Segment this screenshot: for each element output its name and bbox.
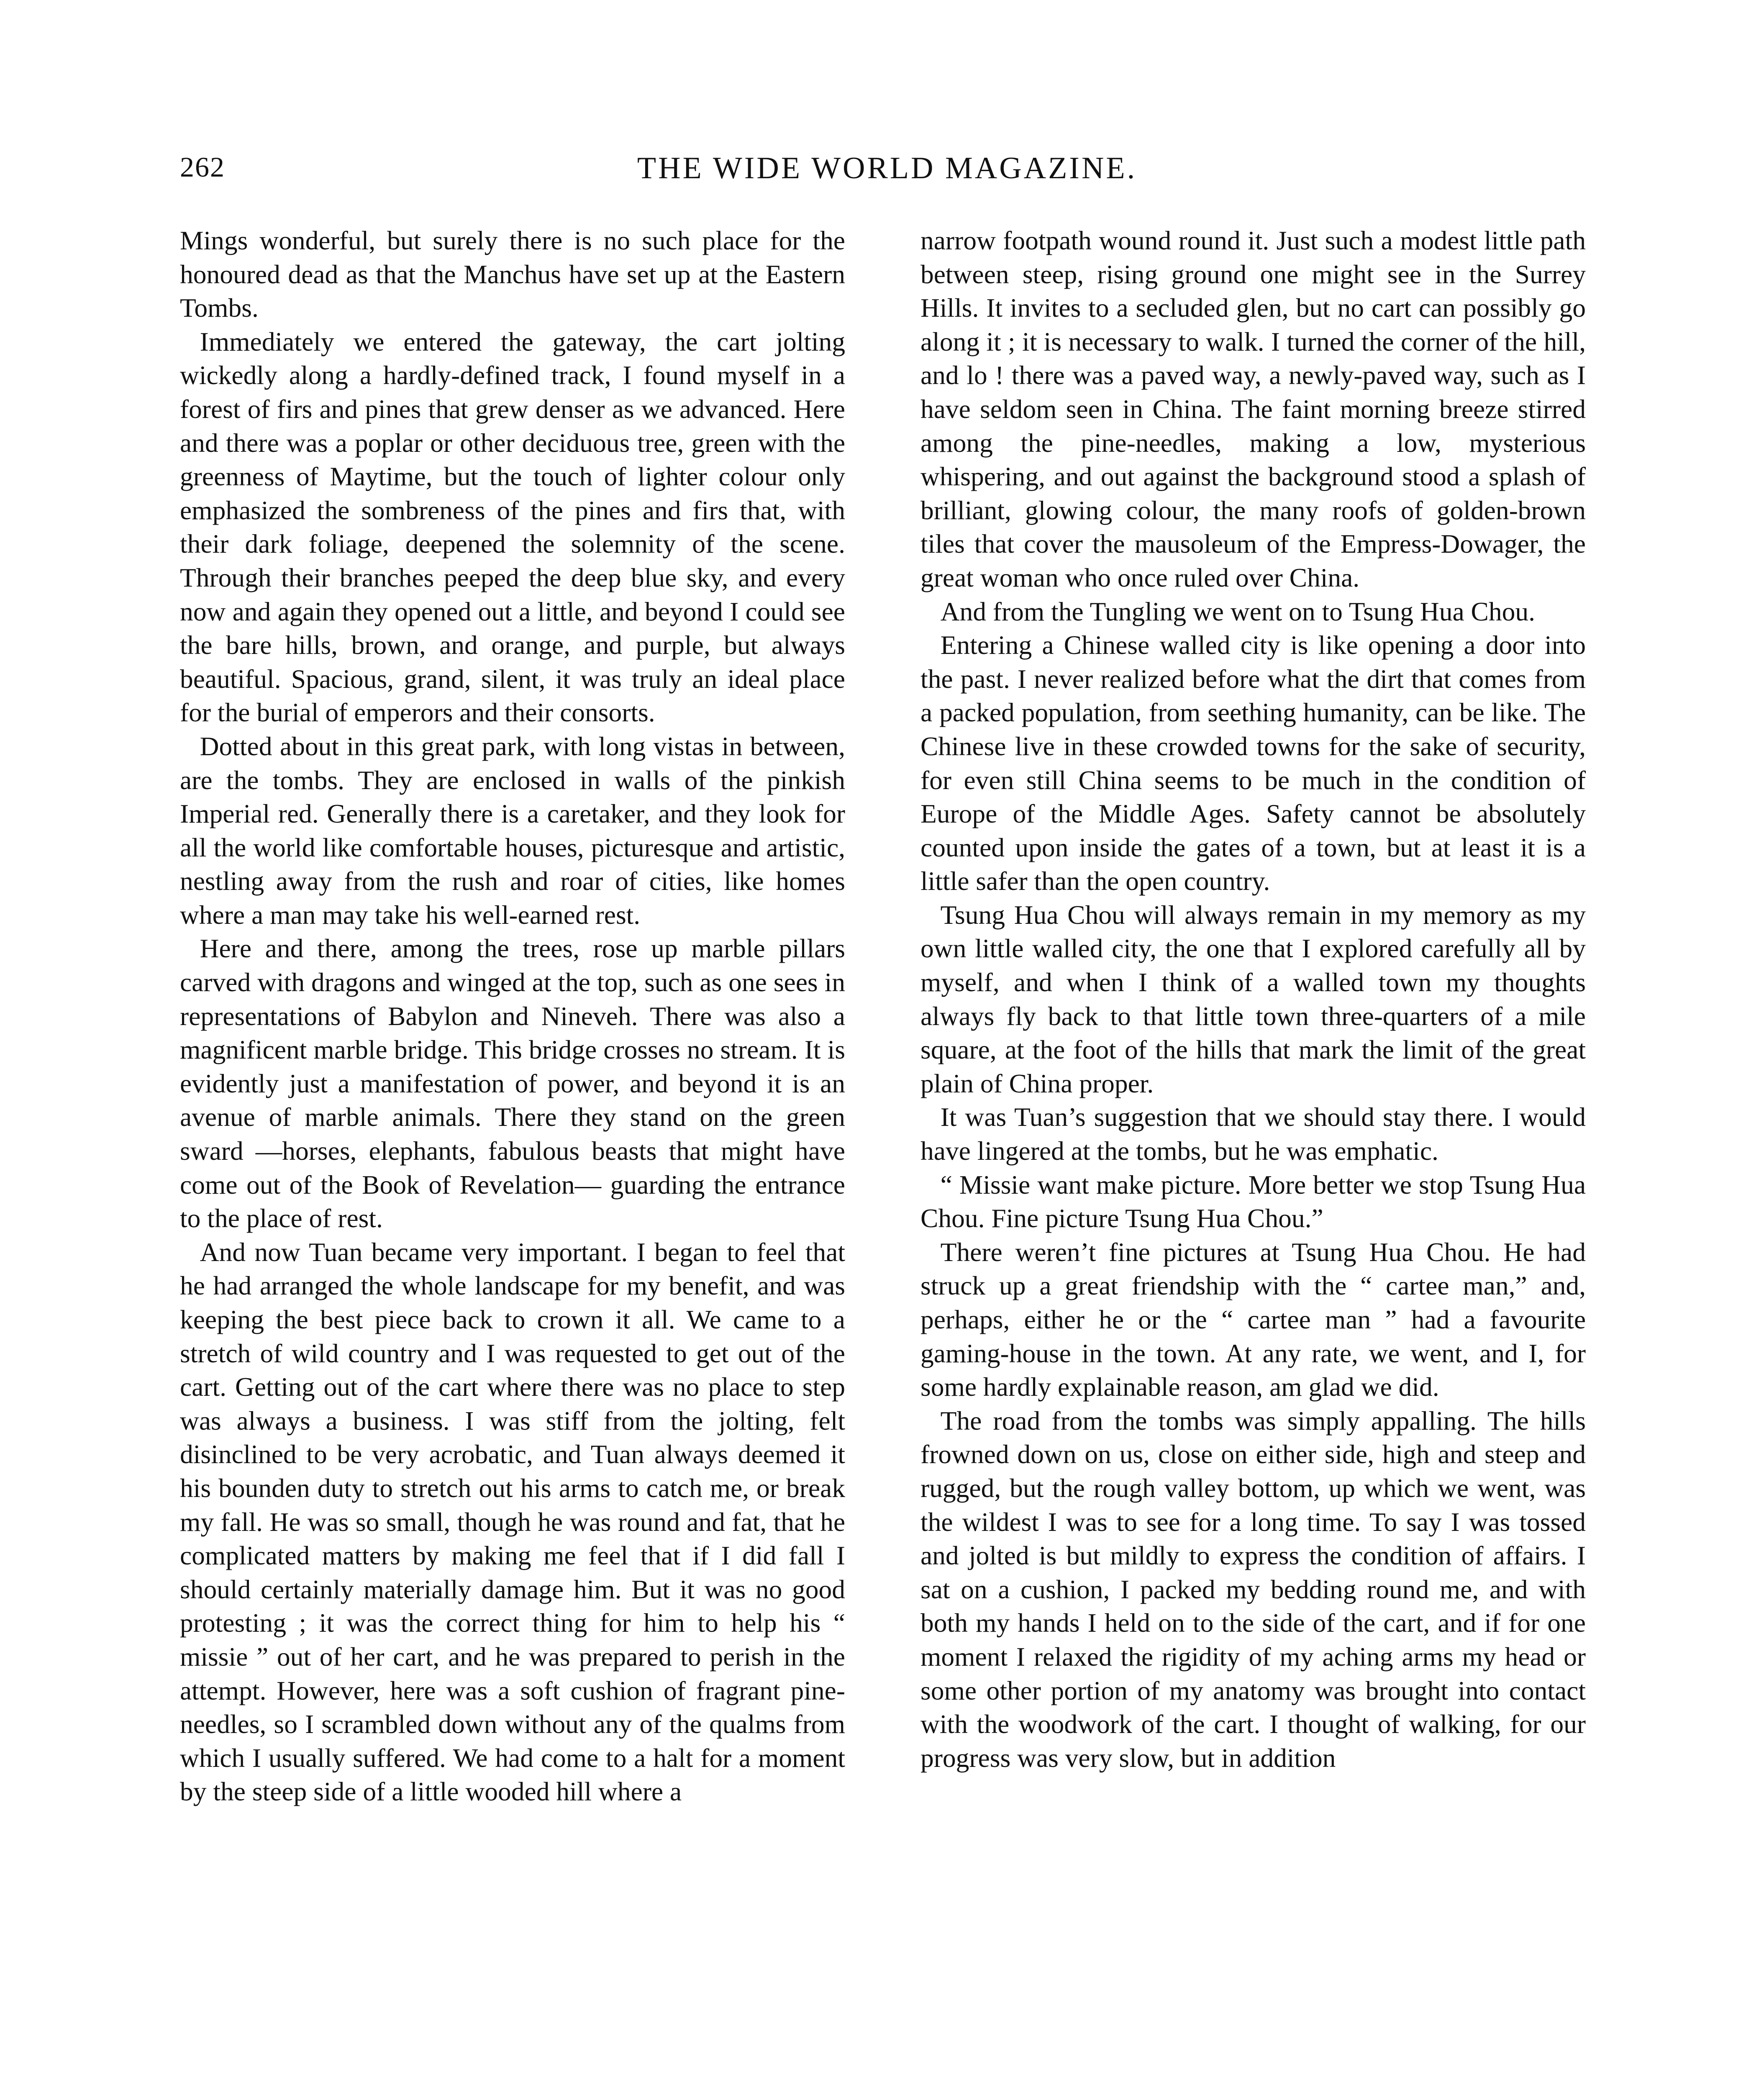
paragraph: And now Tuan became very important. I began to feel that he had arranged the whole landscape for my benefit, and was keeping the best piece back to crown it all. We came to a stretch of wild country and I was requested to get out of the cart. Getting out of the cart where there was no place to step was always a business. I was stiff from the jolting, felt disinclined to be very acrobatic, and Tuan always deemed it his bounden duty to stretch out his arms to catch me, or break my fall. He was so small, though he was round and fat, that he complicated matters by making me feel that if I did fall I should certainly materially damage him. But it was no good protesting ; it was the correct thing for him to help his “ missie ” out of her cart, and he was prepared to perish in the attempt. However, here was a soft cushion of fragrant pine-needles, so I scrambled down without any of the qualms from which I usually suffered. We had come to a halt for a moment by the steep side of a little wooded hill where a bbox=[180, 1237, 845, 1807]
page-header bbox=[180, 151, 1594, 201]
paragraph: It was Tuan’s suggestion that we should stay there. I would have lingered at the tombs, but he was emphatic. bbox=[920, 1102, 1586, 1166]
paragraph: Here and there, among the trees, rose up marble pillars carved with dragons and winged at the top, such as one sees in representations of Babylon and Nineveh. There was also a magnificent marble bridge. This bridge crosses no stream. It is evidently just a manifestation of power, and beyond it is an avenue of marble animals. There they stand on the green sward —horses, elephants, fabulous beasts that might have come out of the Book of Revelation— guarding the entrance to the place of rest. bbox=[180, 933, 845, 1233]
right-column bbox=[920, 224, 1586, 2092]
paragraph: And from the Tungling we went on to Tsung Hua Chou. bbox=[940, 596, 1535, 626]
page-number: 262 bbox=[180, 151, 225, 183]
paragraph: Dotted about in this great park, with long vistas in between, are the tombs. They are enclosed in walls of the pinkish Imperial red. Generally there is a caretaker, and they look for all the world like comfortable houses, picturesque and artistic, nestling away from the rush and roar of cities, like homes where a man may take his well-earned rest. bbox=[180, 731, 845, 930]
paragraph: Entering a Chinese walled city is like opening a door into the past. I never realized before what the dirt that comes from a packed population, from seething humanity, can be like. The Chinese live in these crowded towns for the sake of security, for even still China seems to be much in the condition of Europe of the Middle Ages. Safety cannot be absolutely counted upon inside the gates of a town, but at least it is a little safer than the open country. bbox=[920, 630, 1586, 896]
left-column bbox=[180, 224, 845, 2092]
running-title: THE WIDE WORLD MAGAZINE. bbox=[637, 151, 1137, 185]
paragraph: narrow footpath wound round it. Just such a modest little path between steep, rising ground one might see in the Surrey Hills. It invites to a secluded glen, but no cart can possibly go along it ; it is necessary to walk. I turned the corner of the hill, and lo ! there was a paved way, a newly-paved way, such as I have seldom seen in China. The faint morning breeze stirred among the pine-needles, making a low, mysterious whispering, and out against the background stood a splash of brilliant, glowing colour, the many roofs of golden-brown tiles that cover the mausoleum of the Empress-Dowager, the great woman who once ruled over China. bbox=[920, 226, 1586, 592]
paragraph: “ Missie want make picture. More better we stop Tsung Hua Chou. Fine picture Tsung Hua Chou.” bbox=[920, 1169, 1586, 1233]
paragraph: Immediately we entered the gateway, the cart jolting wickedly along a hardly-defined track, I found myself in a forest of firs and pines that grew denser as we advanced. Here and there was a poplar or other deciduous tree, green with the greenness of Maytime, but the touch of lighter colour only emphasized the sombreness of the pines and firs that, with their dark foliage, deepened the solemnity of the scene. Through their branches peeped the deep blue sky, and every now and again they opened out a little, and beyond I could see the bare hills, brown, and orange, and purple, but always beautiful. Spacious, grand, silent, it was truly an ideal place for the burial of emperors and their consorts. bbox=[180, 326, 845, 728]
paragraph: Tsung Hua Chou will always remain in my memory as my own little walled city, the one that I explored carefully all by myself, and when I think of a walled town my thoughts always fly back to that little town three-quarters of a mile square, at the foot of the hills that mark the limit of the great plain of China proper. bbox=[920, 900, 1586, 1098]
paragraph: There weren’t fine pictures at Tsung Hua Chou. He had struck up a great friendship with the “ cartee man,” and, perhaps, either he or the “ cartee man ” had a favourite gaming-house in the town. At any rate, we went, and I, for some hardly explainable reason, am glad we did. bbox=[920, 1237, 1586, 1402]
paragraph: Mings wonderful, but surely there is no such place for the honoured dead as that the Manchus have set up at the Eastern Tombs. bbox=[180, 226, 845, 323]
paragraph: The road from the tombs was simply appalling. The hills frowned down on us, close on either side, high and steep and rugged, but the rough valley bottom, up which we went, was the wildest I was to see for a long time. To say I was tossed and jolted is but mildly to express the condition of affairs. I sat on a cushion, I packed my bedding round me, and with both my hands I held on to the side of the cart, and if for one moment I relaxed the rigidity of my aching arms my head or some other portion of my anatomy was brought into contact with the woodwork of the cart. I thought of walking, for our progress was very slow, but in addition bbox=[920, 1405, 1586, 1773]
